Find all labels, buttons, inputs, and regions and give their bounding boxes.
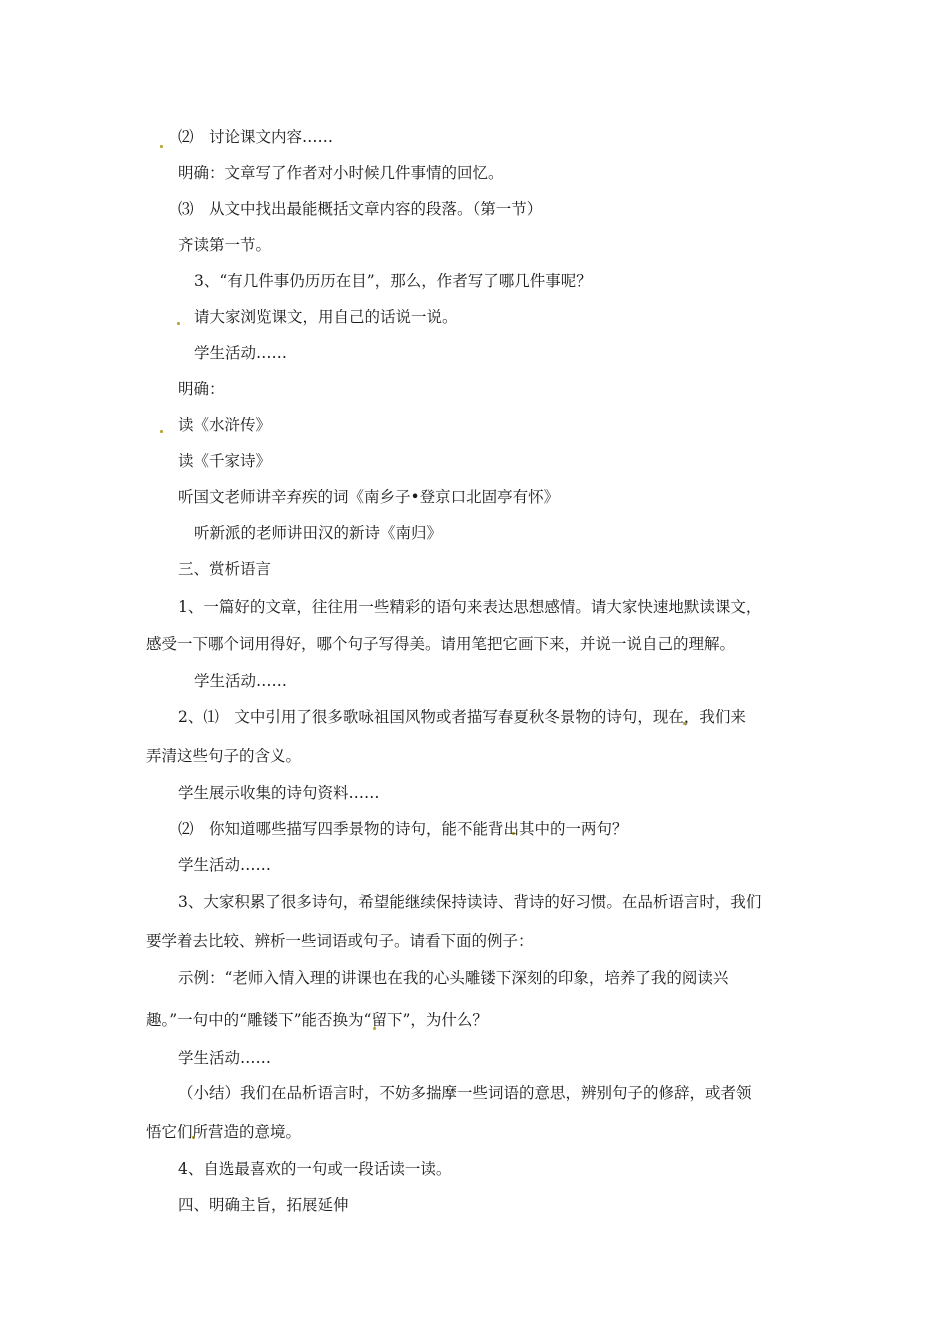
scan-mark [177, 322, 180, 325]
text-line: 明确： [178, 380, 225, 398]
text-line: 读《千家诗》 [178, 452, 272, 470]
scan-mark [160, 430, 163, 433]
text-line: 感受一下哪个词用得好，哪个句子写得美。请用笔把它画下来，并说一说自己的理解。 [146, 635, 736, 653]
text-line: 悟它们所营造的意境。 [146, 1123, 302, 1141]
text-line: ⑵ 讨论课文内容…… [178, 128, 334, 146]
section-heading: 三、赏析语言 [178, 560, 272, 578]
text-line: 听国文老师讲辛弃疾的词《南乡子•登京口北固亭有怀》 [178, 488, 560, 506]
text-line: ⑶ 从文中找出最能概括文章内容的段落。（第一节） [178, 200, 543, 218]
text-line: 趣。”一句中的“雕镂下”能否换为“留下”，为什么？ [146, 1011, 488, 1029]
text-line: 明确：文章写了作者对小时候几件事情的回忆。 [178, 164, 504, 182]
text-line: 示例：“老师入情入理的讲课也在我的心头雕镂下深刻的印象，培养了我的阅读兴 [178, 969, 729, 987]
scan-mark [160, 145, 163, 148]
text-line: 听新派的老师讲田汉的新诗《南归》 [194, 524, 443, 542]
text-line: 2、⑴ 文中引用了很多歌咏祖国风物或者描写春夏秋冬景物的诗句，现在，我们来 [178, 708, 746, 726]
text-line: 齐读第一节。 [178, 236, 272, 254]
text-line: 请大家浏览课文，用自己的话说一说。 [194, 308, 458, 326]
text-line: 学生活动…… [178, 1049, 272, 1067]
text-line: 要学着去比较、辨析一些词语或句子。请看下面的例子： [146, 932, 534, 950]
text-line: 学生活动…… [178, 856, 272, 874]
text-line: 学生展示收集的诗句资料…… [178, 784, 380, 802]
text-line: 3、大家积累了很多诗句，希望能继续保持读诗、背诗的好习惯。在品析语言时，我们 [178, 893, 762, 911]
text-line: （小结）我们在品析语言时，不妨多揣摩一些词语的意思，辨别句子的修辞，或者领 [178, 1084, 752, 1102]
text-line: ⑵ 你知道哪些描写四季景物的诗句，能不能背出其中的一两句？ [178, 820, 628, 838]
text-line: 学生活动…… [194, 344, 288, 362]
text-line: 3、“有几件事仍历历在目”，那么，作者写了哪几件事呢？ [194, 272, 592, 290]
text-line: 弄清这些句子的含义。 [146, 747, 302, 765]
text-line: 读《水浒传》 [178, 416, 272, 434]
text-line: 4、自选最喜欢的一句或一段话读一读。 [178, 1160, 452, 1178]
section-heading: 四、明确主旨，拓展延伸 [178, 1196, 349, 1214]
text-line: 1、一篇好的文章，往往用一些精彩的语句来表达思想感情。请大家快速地默读课文， [178, 598, 762, 616]
text-line: 学生活动…… [194, 672, 288, 690]
